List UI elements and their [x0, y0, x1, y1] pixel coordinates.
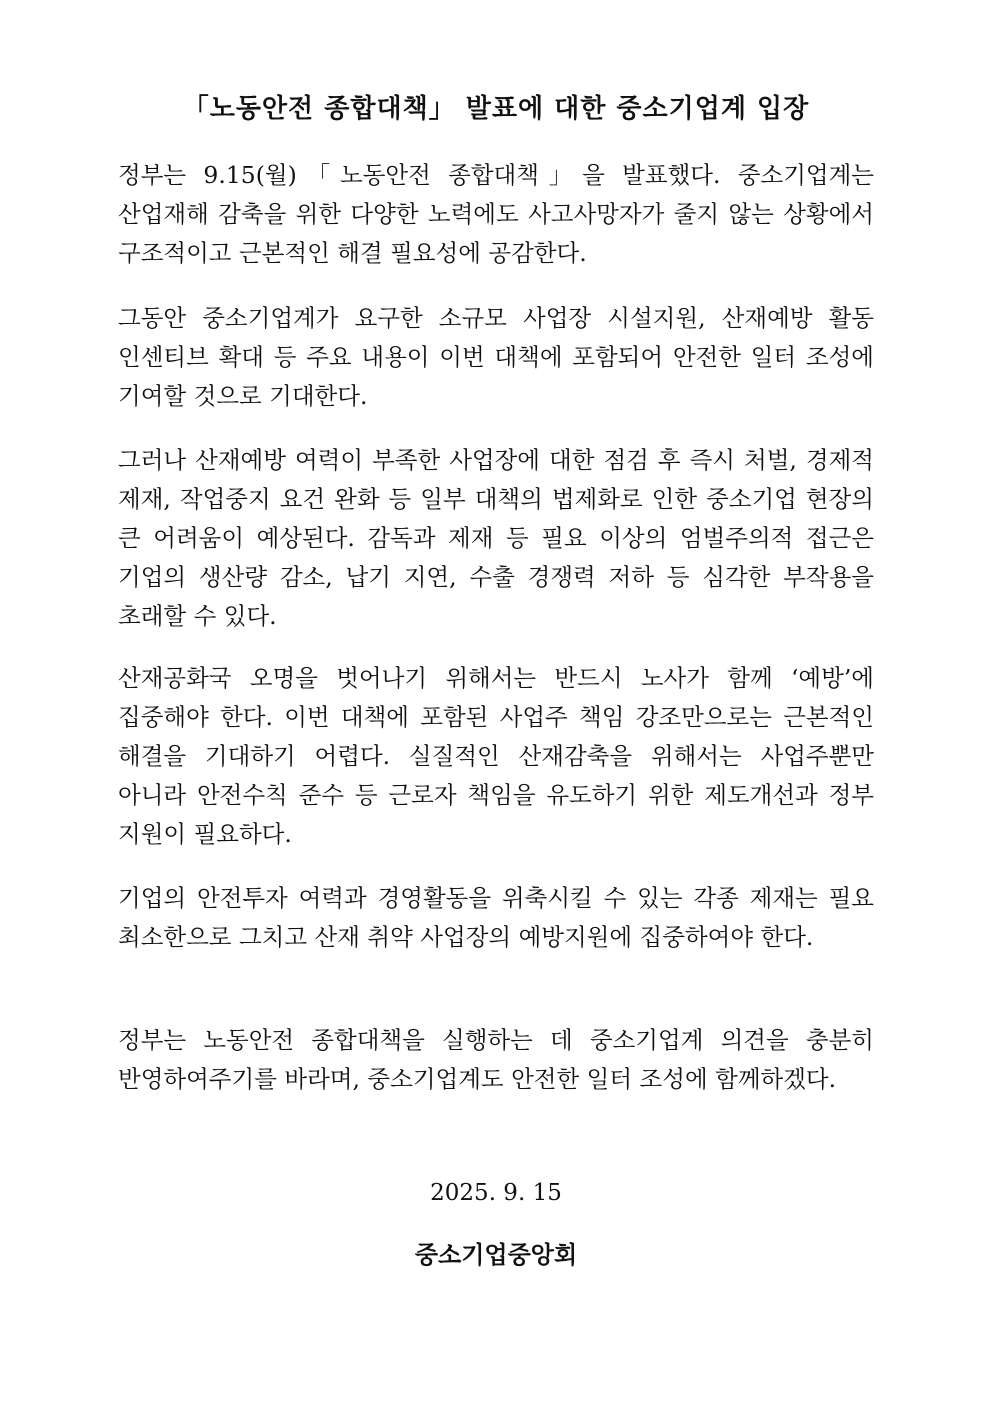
- issuing-organization: 중소기업중앙회: [414, 1241, 578, 1269]
- document-date: 2025. 9. 15: [430, 1180, 562, 1206]
- document-title: 「노동안전 종합대책」 발표에 대한 중소기업계 입장: [182, 94, 810, 124]
- paragraph-expected-benefits: 그동안 중소기업계가 요구한 소규모 사업장 시설지원, 산재예방 활동 인센티브 확대 등 주요 내용이 이번 대책에 포함되어 안전한 일터 조성에 기여할 것으로 기대한다.: [118, 304, 874, 410]
- paragraph-minimize-sanctions: 기업의 안전투자 여력과 경영활동을 위축시킬 수 있는 각종 제재는 필요 최소한으로 그치고 산재 취약 사업장의 예방지원에 집중하여야 한다.: [118, 884, 874, 951]
- paragraph-closing-request: 정부는 노동안전 종합대책을 실행하는 데 중소기업계 의견을 충분히 반영하여주기를 바라며, 중소기업계도 안전한 일터 조성에 함께하겠다.: [118, 1026, 874, 1093]
- paragraph-government-announcement: 정부는 9.15(월)「노동안전 종합대책」을 발표했다. 중소기업계는 산업재해 감축을 위한 다양한 노력에도 사고사망자가 줄지 않는 상황에서 구조적이고 근본적인 해결 필요성에 공감한다.: [118, 161, 874, 267]
- paragraph-concerns: 그러나 산재예방 여력이 부족한 사업장에 대한 점검 후 즉시 처벌, 경제적 제재, 작업중지 요건 완화 등 일부 대책의 법제화로 인한 중소기업 현장의 큰 어려움이 예상된다. 감독과 제재 등 필요 이상의 엄벌주의적 접근은 기업의 생산량 감소, 납기 지연, 수출 경쟁력 저하 등 심각한 부작용을 초래할 수 있다.: [118, 446, 874, 630]
- paragraph-prevention-focus: 산재공화국 오명을 벗어나기 위해서는 반드시 노사가 함께 ‘예방’에 집중해야 한다. 이번 대책에 포함된 사업주 책임 강조만으로는 근본적인 해결을 기대하기 어렵다. 실질적인 산재감축을 위해서는 사업주뿐만 아니라 안전수칙 준수 등 근로자 책임을 유도하기 위한 제도개선과 정부 지원이 필요하다.: [118, 664, 874, 848]
